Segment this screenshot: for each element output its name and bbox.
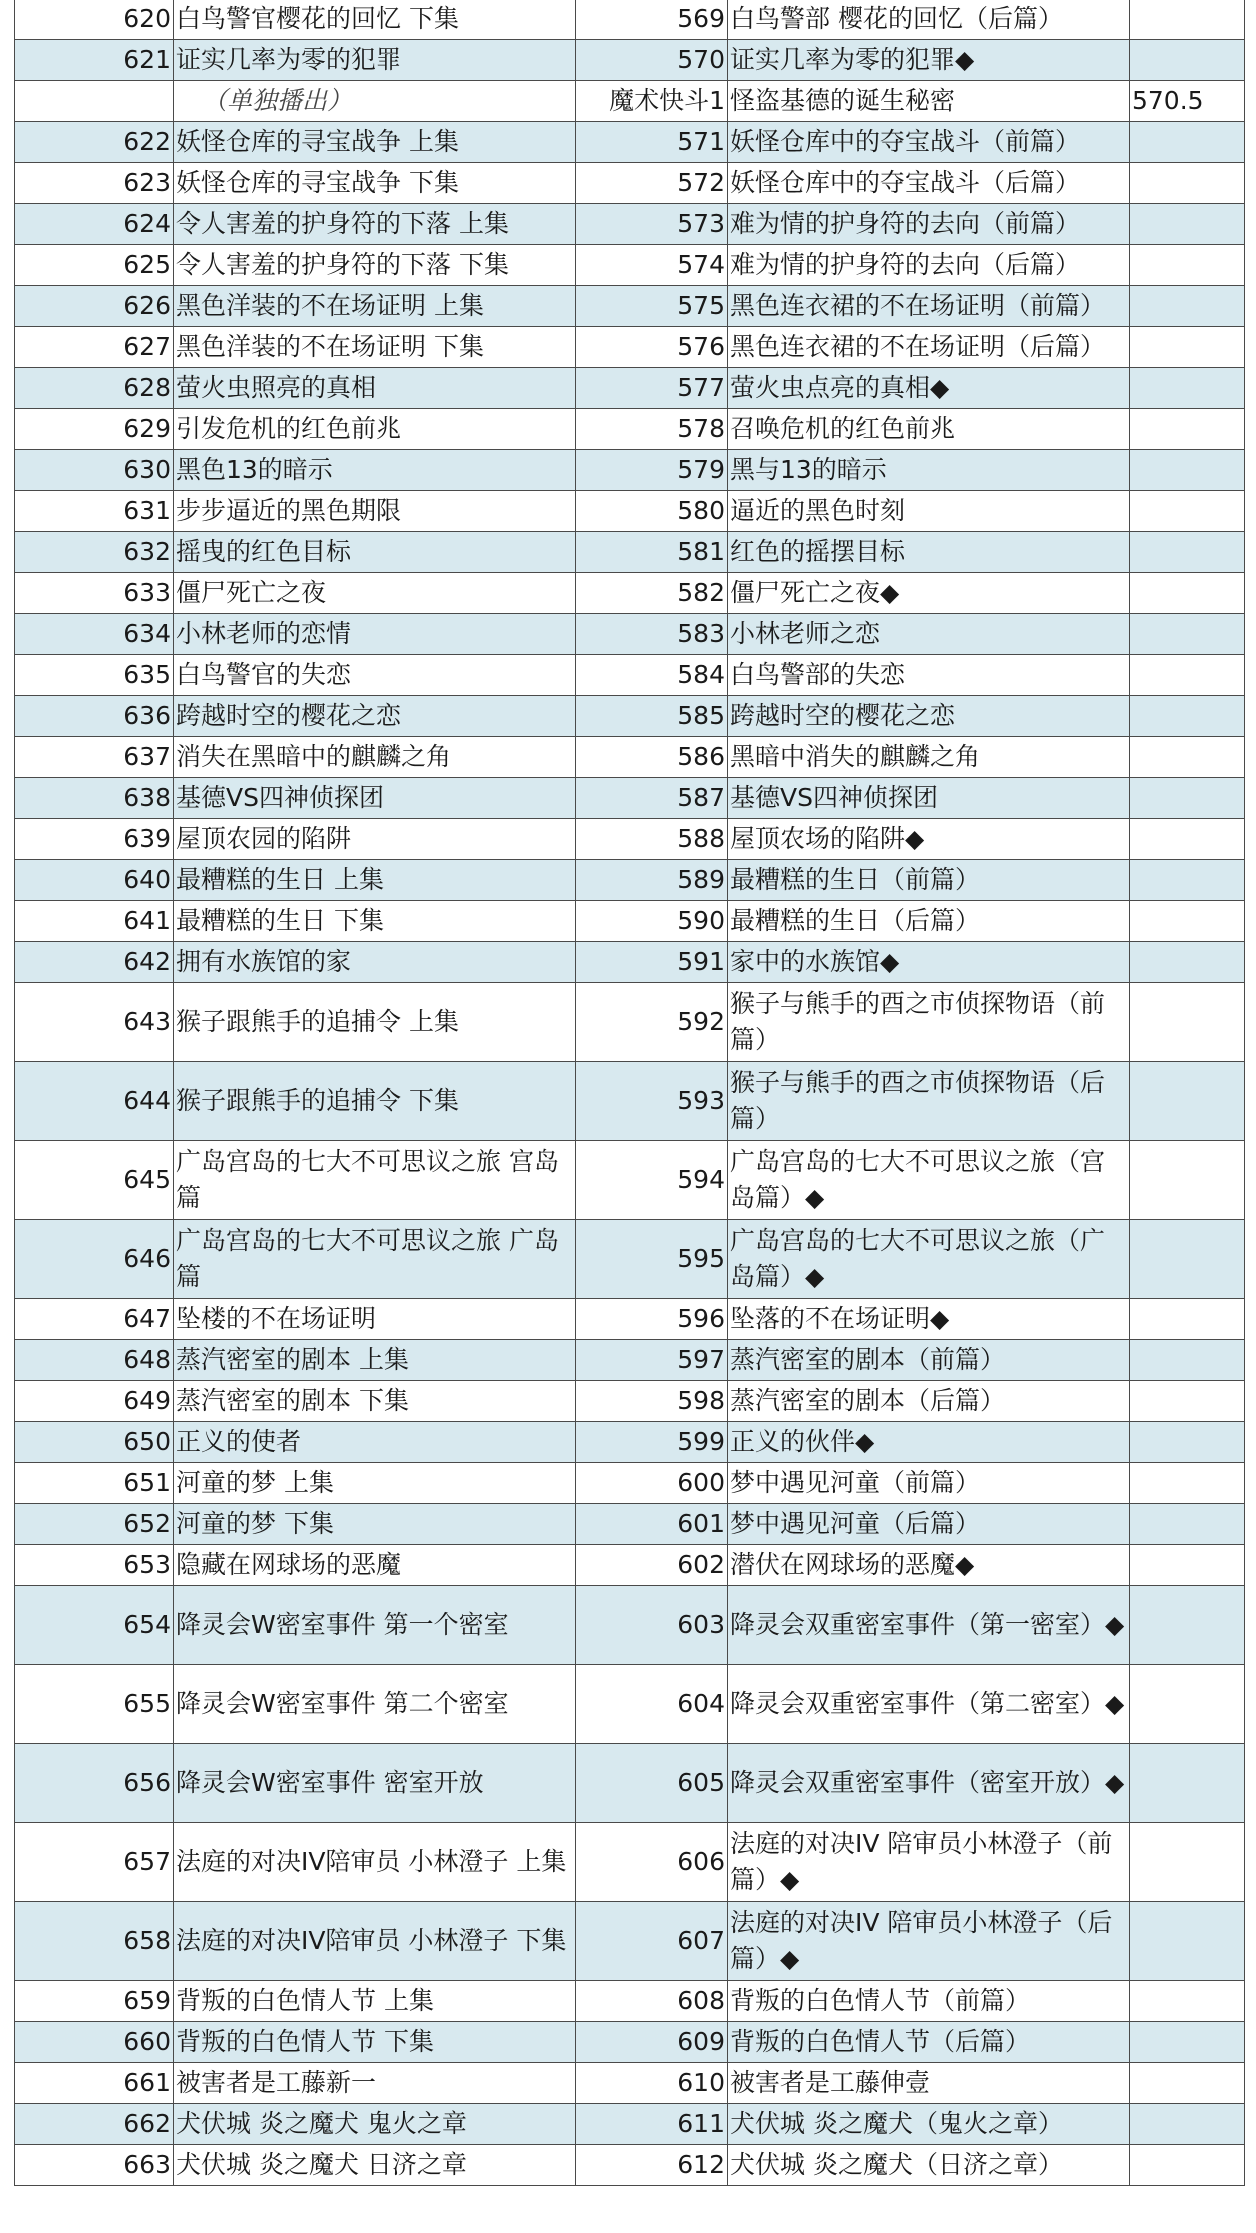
jp-episode-title: 坠落的不在场证明◆ (728, 1299, 1130, 1340)
jp-episode-title: 降灵会双重密室事件（第二密室）◆ (728, 1665, 1130, 1744)
cn-episode-number: 663 (15, 2145, 174, 2186)
jp-episode-title: 黑色连衣裙的不在场证明（后篇） (728, 327, 1130, 368)
episode-note (1130, 2022, 1245, 2063)
cn-episode-title: 犬伏城 炎之魔犬 日济之章 (174, 2145, 576, 2186)
cn-episode-number: 636 (15, 696, 174, 737)
episode-note (1130, 1463, 1245, 1504)
cn-episode-number: 625 (15, 245, 174, 286)
cn-episode-number: 623 (15, 163, 174, 204)
episode-note (1130, 696, 1245, 737)
episode-note (1130, 2104, 1245, 2145)
jp-episode-title: 蒸汽密室的剧本（后篇） (728, 1381, 1130, 1422)
cn-episode-number: 632 (15, 532, 174, 573)
jp-episode-number: 581 (576, 532, 728, 573)
table-row (15, 1141, 1245, 1220)
cn-episode-title: 正义的使者 (174, 1422, 576, 1463)
cn-episode-title: 妖怪仓库的寻宝战争 上集 (174, 122, 576, 163)
cn-episode-title: 最糟糕的生日 下集 (174, 901, 576, 942)
jp-episode-title: 猴子与熊手的酉之市侦探物语（后篇） (728, 1062, 1130, 1141)
jp-episode-number: 596 (576, 1299, 728, 1340)
cn-episode-number: 628 (15, 368, 174, 409)
table-row (15, 40, 1245, 81)
cn-episode-title: 黑色洋装的不在场证明 上集 (174, 286, 576, 327)
cn-episode-number: 639 (15, 819, 174, 860)
jp-episode-number: 600 (576, 1463, 728, 1504)
cn-episode-title: 证实几率为零的犯罪 (174, 40, 576, 81)
episode-note (1130, 1381, 1245, 1422)
jp-episode-title: 证实几率为零的犯罪◆ (728, 40, 1130, 81)
jp-episode-number: 580 (576, 491, 728, 532)
jp-episode-number: 603 (576, 1586, 728, 1665)
jp-episode-title: 广岛宫岛的七大不可思议之旅（广岛篇）◆ (728, 1220, 1130, 1299)
table-row (15, 1545, 1245, 1586)
cn-episode-title: 坠楼的不在场证明 (174, 1299, 576, 1340)
cn-episode-title: 令人害羞的护身符的下落 下集 (174, 245, 576, 286)
cn-episode-number: 637 (15, 737, 174, 778)
episode-note (1130, 1823, 1245, 1902)
cn-episode-number: 655 (15, 1665, 174, 1744)
episode-note (1130, 491, 1245, 532)
jp-episode-number: 594 (576, 1141, 728, 1220)
cn-episode-title: 猴子跟熊手的追捕令 下集 (174, 1062, 576, 1141)
cn-episode-number: 627 (15, 327, 174, 368)
episode-note (1130, 40, 1245, 81)
table-row (15, 532, 1245, 573)
cn-episode-title: 蒸汽密室的剧本 下集 (174, 1381, 576, 1422)
table-row (15, 942, 1245, 983)
cn-episode-title: 降灵会W密室事件 密室开放 (174, 1744, 576, 1823)
jp-episode-number: 魔术快斗1 (576, 81, 728, 122)
jp-episode-number: 591 (576, 942, 728, 983)
jp-episode-title: 屋顶农场的陷阱◆ (728, 819, 1130, 860)
jp-episode-number: 597 (576, 1340, 728, 1381)
episode-note (1130, 1340, 1245, 1381)
episode-note (1130, 614, 1245, 655)
cn-episode-title: 黑色洋装的不在场证明 下集 (174, 327, 576, 368)
table-row (15, 696, 1245, 737)
cn-episode-number: 644 (15, 1062, 174, 1141)
jp-episode-title: 跨越时空的樱花之恋 (728, 696, 1130, 737)
cn-episode-title: 法庭的对决IV陪审员 小林澄子 下集 (174, 1902, 576, 1981)
cn-episode-number: 651 (15, 1463, 174, 1504)
table-row (15, 2022, 1245, 2063)
cn-episode-number: 654 (15, 1586, 174, 1665)
table-row (15, 901, 1245, 942)
jp-episode-title: 广岛宫岛的七大不可思议之旅（宫岛篇）◆ (728, 1141, 1130, 1220)
jp-episode-title: 最糟糕的生日（前篇） (728, 860, 1130, 901)
cn-episode-number: 631 (15, 491, 174, 532)
cn-episode-number: 645 (15, 1141, 174, 1220)
episode-note (1130, 409, 1245, 450)
cn-episode-title: 黑色13的暗示 (174, 450, 576, 491)
jp-episode-number: 607 (576, 1902, 728, 1981)
jp-episode-title: 怪盗基德的诞生秘密 (728, 81, 1130, 122)
table-row (15, 1299, 1245, 1340)
cn-episode-title: 广岛宫岛的七大不可思议之旅 宫岛篇 (174, 1141, 576, 1220)
episode-note (1130, 1665, 1245, 1744)
table-row (15, 983, 1245, 1062)
jp-episode-title: 背叛的白色情人节（后篇） (728, 2022, 1130, 2063)
jp-episode-title: 白鸟警部的失恋 (728, 655, 1130, 696)
cn-episode-title: 隐藏在网球场的恶魔 (174, 1545, 576, 1586)
episode-note (1130, 327, 1245, 368)
table-row (15, 491, 1245, 532)
episode-note (1130, 819, 1245, 860)
jp-episode-title: 召唤危机的红色前兆 (728, 409, 1130, 450)
cn-episode-title: 屋顶农园的陷阱 (174, 819, 576, 860)
episode-note (1130, 1545, 1245, 1586)
table-row (15, 1902, 1245, 1981)
cn-episode-number: 629 (15, 409, 174, 450)
episode-note (1130, 286, 1245, 327)
table-row (15, 1381, 1245, 1422)
jp-episode-title: 僵尸死亡之夜◆ (728, 573, 1130, 614)
episode-table-container (14, 0, 1244, 2186)
cn-episode-title: 小林老师的恋情 (174, 614, 576, 655)
jp-episode-title: 妖怪仓库中的夺宝战斗（后篇） (728, 163, 1130, 204)
episode-note (1130, 1220, 1245, 1299)
table-row (15, 1062, 1245, 1141)
jp-episode-number: 602 (576, 1545, 728, 1586)
jp-episode-number: 598 (576, 1381, 728, 1422)
episode-note (1130, 1062, 1245, 1141)
cn-episode-number (15, 81, 174, 122)
jp-episode-title: 法庭的对决IV 陪审员小林澄子（前篇）◆ (728, 1823, 1130, 1902)
table-row (15, 1665, 1245, 1744)
cn-episode-title: 法庭的对决IV陪审员 小林澄子 上集 (174, 1823, 576, 1902)
table-row (15, 737, 1245, 778)
cn-episode-title: 最糟糕的生日 上集 (174, 860, 576, 901)
jp-episode-number: 579 (576, 450, 728, 491)
jp-episode-title: 黑暗中消失的麒麟之角 (728, 737, 1130, 778)
jp-episode-number: 612 (576, 2145, 728, 2186)
jp-episode-number: 609 (576, 2022, 728, 2063)
cn-episode-title: 引发危机的红色前兆 (174, 409, 576, 450)
table-row (15, 163, 1245, 204)
jp-episode-title: 法庭的对决IV 陪审员小林澄子（后篇）◆ (728, 1902, 1130, 1981)
table-row (15, 0, 1245, 40)
cn-episode-number: 648 (15, 1340, 174, 1381)
cn-episode-number: 659 (15, 1981, 174, 2022)
table-row (15, 286, 1245, 327)
cn-episode-title: 犬伏城 炎之魔犬 鬼火之章 (174, 2104, 576, 2145)
episode-note (1130, 983, 1245, 1062)
jp-episode-number: 571 (576, 122, 728, 163)
cn-episode-title: 降灵会W密室事件 第一个密室 (174, 1586, 576, 1665)
episode-table (14, 0, 1245, 2186)
episode-note (1130, 655, 1245, 696)
jp-episode-number: 588 (576, 819, 728, 860)
jp-episode-number: 595 (576, 1220, 728, 1299)
episode-note (1130, 778, 1245, 819)
episode-note (1130, 860, 1245, 901)
episode-note (1130, 942, 1245, 983)
table-row (15, 450, 1245, 491)
table-row (15, 573, 1245, 614)
cn-episode-number: 652 (15, 1504, 174, 1545)
jp-episode-title: 白鸟警部 樱花的回忆（后篇） (728, 0, 1130, 40)
cn-episode-number: 624 (15, 204, 174, 245)
jp-episode-title: 红色的摇摆目标 (728, 532, 1130, 573)
episode-note (1130, 737, 1245, 778)
jp-episode-number: 604 (576, 1665, 728, 1744)
table-row (15, 614, 1245, 655)
cn-episode-title: 降灵会W密室事件 第二个密室 (174, 1665, 576, 1744)
jp-episode-number: 606 (576, 1823, 728, 1902)
jp-episode-number: 608 (576, 1981, 728, 2022)
table-row (15, 409, 1245, 450)
episode-note (1130, 1981, 1245, 2022)
jp-episode-title: 家中的水族馆◆ (728, 942, 1130, 983)
jp-episode-title: 妖怪仓库中的夺宝战斗（前篇） (728, 122, 1130, 163)
cn-episode-title: 僵尸死亡之夜 (174, 573, 576, 614)
table-row (15, 655, 1245, 696)
cn-episode-number: 653 (15, 1545, 174, 1586)
cn-episode-title: 猴子跟熊手的追捕令 上集 (174, 983, 576, 1062)
episode-note (1130, 2063, 1245, 2104)
cn-episode-title: 基德VS四神侦探团 (174, 778, 576, 819)
jp-episode-number: 592 (576, 983, 728, 1062)
cn-episode-number: 634 (15, 614, 174, 655)
cn-episode-number: 657 (15, 1823, 174, 1902)
episode-note (1130, 573, 1245, 614)
cn-episode-title: 白鸟警官的失恋 (174, 655, 576, 696)
table-row (15, 819, 1245, 860)
cn-episode-number: 642 (15, 942, 174, 983)
cn-episode-title: 跨越时空的樱花之恋 (174, 696, 576, 737)
cn-episode-number: 626 (15, 286, 174, 327)
episode-note (1130, 1299, 1245, 1340)
jp-episode-title: 降灵会双重密室事件（密室开放）◆ (728, 1744, 1130, 1823)
jp-episode-number: 610 (576, 2063, 728, 2104)
jp-episode-number: 593 (576, 1062, 728, 1141)
episode-note: 570.5 (1130, 81, 1245, 122)
episode-note (1130, 0, 1245, 40)
cn-episode-number: 656 (15, 1744, 174, 1823)
cn-episode-title: （单独播出） (174, 81, 576, 122)
jp-episode-number: 577 (576, 368, 728, 409)
episode-note (1130, 1744, 1245, 1823)
table-row (15, 1340, 1245, 1381)
cn-episode-number: 662 (15, 2104, 174, 2145)
table-row (15, 1823, 1245, 1902)
episode-note (1130, 204, 1245, 245)
jp-episode-title: 难为情的护身符的去向（后篇） (728, 245, 1130, 286)
cn-episode-number: 647 (15, 1299, 174, 1340)
cn-episode-number: 641 (15, 901, 174, 942)
cn-episode-number: 650 (15, 1422, 174, 1463)
jp-episode-number: 605 (576, 1744, 728, 1823)
table-row (15, 2145, 1245, 2186)
table-row (15, 327, 1245, 368)
jp-episode-title: 难为情的护身符的去向（前篇） (728, 204, 1130, 245)
episode-note (1130, 122, 1245, 163)
jp-episode-number: 575 (576, 286, 728, 327)
table-row (15, 1744, 1245, 1823)
table-row (15, 122, 1245, 163)
cn-episode-number: 630 (15, 450, 174, 491)
cn-episode-number: 635 (15, 655, 174, 696)
cn-episode-number: 622 (15, 122, 174, 163)
jp-episode-number: 570 (576, 40, 728, 81)
cn-episode-title: 消失在黑暗中的麒麟之角 (174, 737, 576, 778)
jp-episode-number: 582 (576, 573, 728, 614)
jp-episode-title: 正义的伙伴◆ (728, 1422, 1130, 1463)
episode-note (1130, 1504, 1245, 1545)
episode-note (1130, 1902, 1245, 1981)
jp-episode-title: 基德VS四神侦探团 (728, 778, 1130, 819)
table-row (15, 1981, 1245, 2022)
cn-episode-title: 蒸汽密室的剧本 上集 (174, 1340, 576, 1381)
jp-episode-number: 572 (576, 163, 728, 204)
cn-episode-title: 白鸟警官樱花的回忆 下集 (174, 0, 576, 40)
episode-note (1130, 1586, 1245, 1665)
jp-episode-number: 569 (576, 0, 728, 40)
jp-episode-title: 梦中遇见河童（前篇） (728, 1463, 1130, 1504)
cn-episode-number: 633 (15, 573, 174, 614)
jp-episode-number: 586 (576, 737, 728, 778)
cn-episode-title: 被害者是工藤新一 (174, 2063, 576, 2104)
episode-note (1130, 1141, 1245, 1220)
table-row (15, 204, 1245, 245)
episode-note (1130, 2145, 1245, 2186)
jp-episode-number: 583 (576, 614, 728, 655)
cn-episode-number: 621 (15, 40, 174, 81)
cn-episode-title: 背叛的白色情人节 下集 (174, 2022, 576, 2063)
cn-episode-number: 658 (15, 1902, 174, 1981)
cn-episode-title: 背叛的白色情人节 上集 (174, 1981, 576, 2022)
cn-episode-title: 摇曳的红色目标 (174, 532, 576, 573)
table-row (15, 81, 1245, 122)
jp-episode-number: 589 (576, 860, 728, 901)
jp-episode-number: 584 (576, 655, 728, 696)
jp-episode-title: 萤火虫点亮的真相◆ (728, 368, 1130, 409)
episode-note (1130, 532, 1245, 573)
jp-episode-title: 最糟糕的生日（后篇） (728, 901, 1130, 942)
jp-episode-title: 降灵会双重密室事件（第一密室）◆ (728, 1586, 1130, 1665)
cn-episode-title: 河童的梦 下集 (174, 1504, 576, 1545)
table-row (15, 1220, 1245, 1299)
jp-episode-title: 犬伏城 炎之魔犬（日济之章） (728, 2145, 1130, 2186)
table-row (15, 2104, 1245, 2145)
jp-episode-title: 猴子与熊手的酉之市侦探物语（前篇） (728, 983, 1130, 1062)
cn-episode-number: 640 (15, 860, 174, 901)
jp-episode-number: 601 (576, 1504, 728, 1545)
table-row (15, 368, 1245, 409)
table-row (15, 245, 1245, 286)
jp-episode-number: 578 (576, 409, 728, 450)
cn-episode-number: 638 (15, 778, 174, 819)
jp-episode-title: 潜伏在网球场的恶魔◆ (728, 1545, 1130, 1586)
cn-episode-number: 660 (15, 2022, 174, 2063)
cn-episode-title: 拥有水族馆的家 (174, 942, 576, 983)
table-row (15, 2063, 1245, 2104)
jp-episode-title: 梦中遇见河童（后篇） (728, 1504, 1130, 1545)
jp-episode-title: 小林老师之恋 (728, 614, 1130, 655)
episode-table-body (15, 0, 1245, 2186)
jp-episode-title: 被害者是工藤伸壹 (728, 2063, 1130, 2104)
cn-episode-title: 妖怪仓库的寻宝战争 下集 (174, 163, 576, 204)
jp-episode-number: 573 (576, 204, 728, 245)
episode-note (1130, 450, 1245, 491)
cn-episode-number: 661 (15, 2063, 174, 2104)
jp-episode-number: 590 (576, 901, 728, 942)
table-row (15, 778, 1245, 819)
episode-note (1130, 245, 1245, 286)
cn-episode-title: 步步逼近的黑色期限 (174, 491, 576, 532)
jp-episode-title: 黑与13的暗示 (728, 450, 1130, 491)
jp-episode-number: 585 (576, 696, 728, 737)
cn-episode-title: 令人害羞的护身符的下落 上集 (174, 204, 576, 245)
jp-episode-number: 574 (576, 245, 728, 286)
cn-episode-number: 620 (15, 0, 174, 40)
episode-note (1130, 1422, 1245, 1463)
cn-episode-number: 646 (15, 1220, 174, 1299)
cn-episode-number: 649 (15, 1381, 174, 1422)
jp-episode-title: 逼近的黑色时刻 (728, 491, 1130, 532)
cn-episode-title: 广岛宫岛的七大不可思议之旅 广岛篇 (174, 1220, 576, 1299)
jp-episode-title: 蒸汽密室的剧本（前篇） (728, 1340, 1130, 1381)
episode-note (1130, 368, 1245, 409)
jp-episode-number: 576 (576, 327, 728, 368)
jp-episode-title: 背叛的白色情人节（前篇） (728, 1981, 1130, 2022)
jp-episode-number: 587 (576, 778, 728, 819)
cn-episode-title: 萤火虫照亮的真相 (174, 368, 576, 409)
table-row (15, 1504, 1245, 1545)
jp-episode-title: 黑色连衣裙的不在场证明（前篇） (728, 286, 1130, 327)
table-row (15, 1586, 1245, 1665)
jp-episode-number: 611 (576, 2104, 728, 2145)
table-row (15, 1422, 1245, 1463)
jp-episode-title: 犬伏城 炎之魔犬（鬼火之章） (728, 2104, 1130, 2145)
cn-episode-title: 河童的梦 上集 (174, 1463, 576, 1504)
table-row (15, 860, 1245, 901)
cn-episode-number: 643 (15, 983, 174, 1062)
jp-episode-number: 599 (576, 1422, 728, 1463)
episode-note (1130, 163, 1245, 204)
table-row (15, 1463, 1245, 1504)
episode-note (1130, 901, 1245, 942)
